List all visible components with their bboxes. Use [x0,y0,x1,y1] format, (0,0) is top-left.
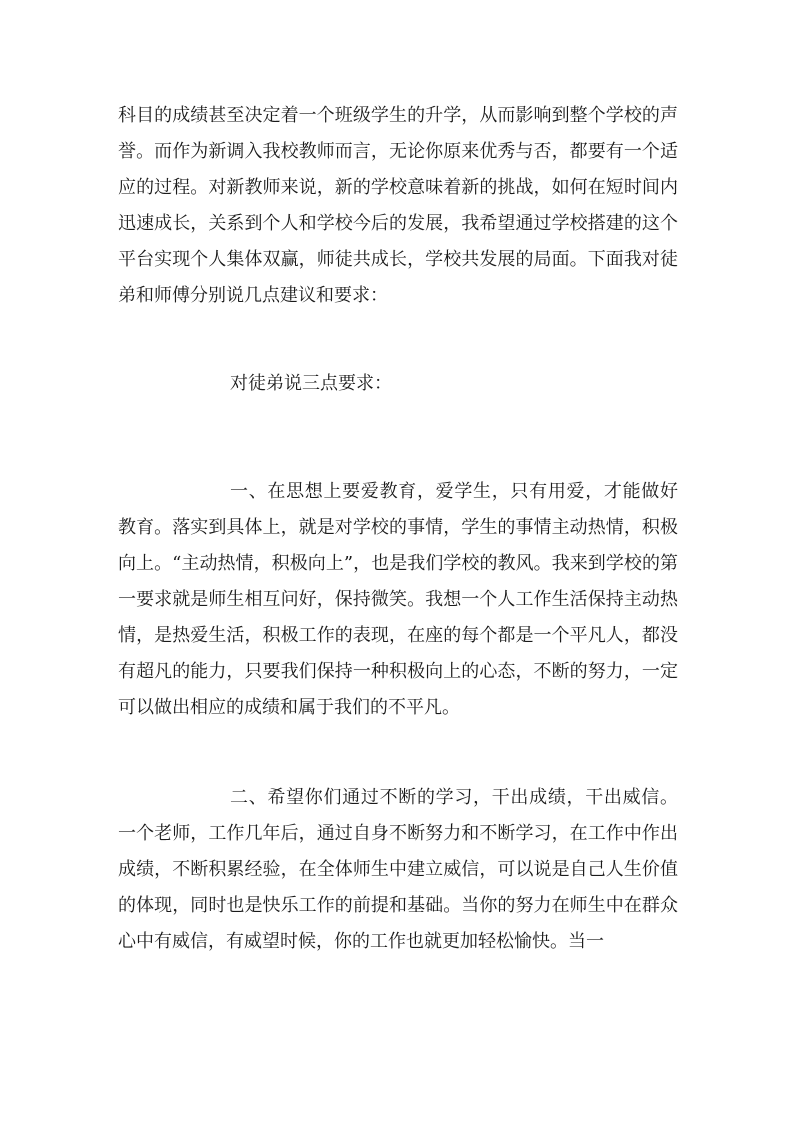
point-one-paragraph: 一、在思想上要爱教育，爱学生，只有用爱，才能做好教育。落实到具体上，就是对学校的事情，学生的事情主动热情，积极向上。“主动热情，积极向上”，也是我们学校的教风。我来到学校的第一要求就是师生相互问好，保持微笑。我想一个人工作生活保持主动热情，是热爱生活，积极工作的表现，在座的每个都是一个平凡人，都没有超凡的能力，只要我们保持一种积极向上的心态，不断的努力，一定可以做出相应的成绩和属于我们的不平凡。 [118,481,678,718]
point-two-paragraph: 二、希望你们通过不断的学习，干出成绩，干出威信。一个老师，工作几年后，通过自身不断努力和不断学习，在工作中作出成绩，不断积累经验，在全体师生中建立威信，可以说是自己人生价值的体现，同时也是快乐工作的前提和基础。当你的努力在师生中在群众心中有威信，有威望时候，你的工作也就更加轻松愉快。当一 [118,787,678,952]
intro-paragraph: 科目的成绩甚至决定着一个班级学生的升学，从而影响到整个学校的声誉。而作为新调入我校教师而言，无论你原来优秀与否，都要有一个适应的过程。对新教师来说，新的学校意味着新的挑战，如何在短时间内迅速成长，关系到个人和学校今后的发展，我希望通过学校搭建的这个平台实现个人集体双赢，师徒共成长，学校共发展的局面。下面我对徒弟和师傅分别说几点建议和要求： [118,105,678,306]
disciples-requirements-heading: 对徒弟说三点要求： [230,373,392,394]
